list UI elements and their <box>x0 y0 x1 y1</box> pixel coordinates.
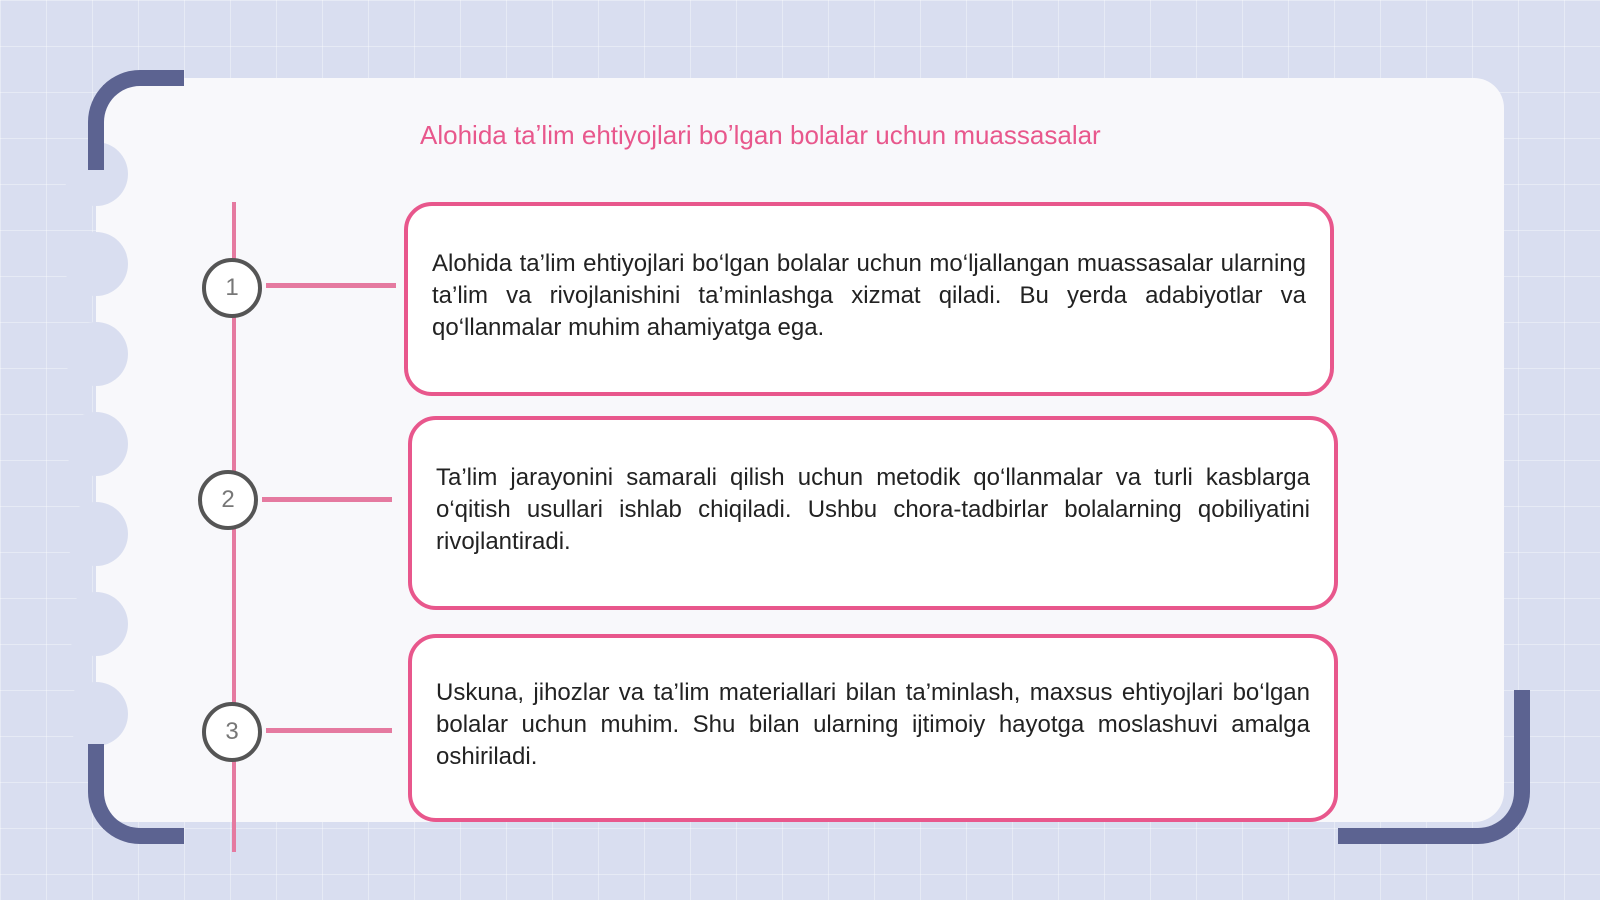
step-number-1: 1 <box>202 258 262 318</box>
timeline-connector-1 <box>266 283 396 288</box>
timeline-connector-2 <box>262 497 392 502</box>
step-number-2: 2 <box>198 470 258 530</box>
paper-scallop <box>64 412 128 476</box>
paper-scallop <box>64 502 128 566</box>
slide-title: Alohida taʼlim ehtiyojlari boʼlgan bolalar uchun muassasalar <box>420 120 1101 150</box>
step-text-1: Alohida ta’lim ehtiyojlari bo‘lgan bolalar uchun mo‘ljallangan muassasalar ularning ta’lim va rivojlanishini ta’minlashga xizmat qiladi. Bu yerda adabiyotlar va qo‘llanmalar muhim ahamiyatga ega. <box>432 250 1306 341</box>
corner-bracket-bottom-left <box>88 744 184 844</box>
step-card-3 <box>408 634 1338 822</box>
corner-bracket-top-left <box>88 70 184 170</box>
step-text-2: Ta’lim jarayonini samarali qilish uchun metodik qo‘llanmalar va turli kasblarga o‘qitish usullari ishlab chiqiladi. Ushbu chora-tadbirlar bolalarning qobiliyatini rivojlantiradi. <box>436 464 1310 555</box>
paper-scallop <box>64 232 128 296</box>
step-number-3: 3 <box>202 702 262 762</box>
corner-bracket-bottom-right <box>1338 690 1530 844</box>
paper-scallop <box>64 322 128 386</box>
step-text-3: Uskuna, jihozlar va ta’lim materiallari bilan ta’minlash, maxsus ehtiyojlari bo‘lgan bolalar uchun muhim. Shu bilan ularning ijtimoiy hayotga moslashuvi amalga oshiriladi. <box>436 679 1310 770</box>
paper-scallop <box>64 592 128 656</box>
paper-scallop <box>64 682 128 746</box>
step-card-1 <box>404 202 1334 396</box>
step-card-2 <box>408 416 1338 610</box>
timeline-connector-3 <box>266 728 392 733</box>
